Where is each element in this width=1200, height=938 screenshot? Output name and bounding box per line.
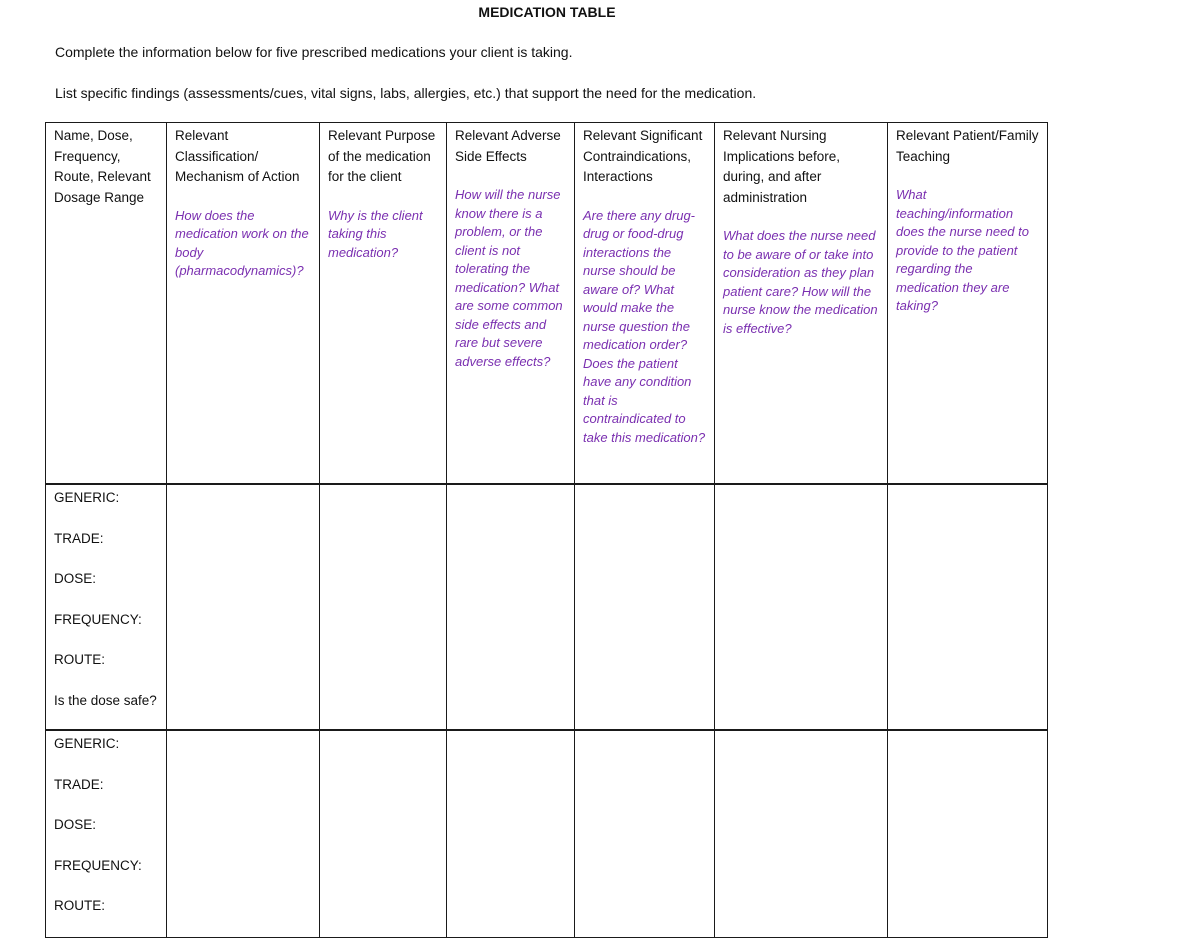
hint-text: Why is the client taking this medication? (328, 207, 423, 260)
column-header-contraindications: Relevant Significant Contraindications, Interactions Are there any drug-drug or food-drug interactions the nurse should be aware of? What would make the nurse question the medication order? Does the patient have any condition that is contraindicated to take this medication? (575, 123, 715, 485)
instruction-text: Complete the information below for five prescribed medications your client is taking. (55, 44, 573, 60)
purpose-cell[interactable] (320, 730, 447, 938)
hint-text: What teaching/information does the nurse need to provide to the patient regarding the medication they are taking? (896, 187, 1029, 313)
nursing-implications-cell[interactable] (715, 730, 888, 938)
header-row (46, 123, 1048, 485)
medication-table (45, 122, 1048, 938)
nursing-implications-cell[interactable] (715, 484, 888, 730)
medication-row-1 (46, 484, 1048, 730)
medication-identifier-cell[interactable]: GENERIC: TRADE: DOSE: FREQUENCY: ROUTE: Is the dose safe? (46, 484, 167, 730)
instruction-text: List specific findings (assessments/cues, vital signs, labs, allergies, etc.) that support the need for the medication. (55, 85, 757, 101)
patient-teaching-cell[interactable] (888, 484, 1048, 730)
column-header-purpose: Relevant Purpose of the medication for the client Why is the client taking this medication? (320, 123, 447, 485)
page-title: MEDICATION TABLE (478, 4, 616, 20)
hint-text: How does the medication work on the body (pharmacodynamics)? (175, 207, 309, 278)
adverse-effects-cell[interactable] (447, 730, 575, 938)
patient-teaching-cell[interactable] (888, 730, 1048, 938)
classification-cell[interactable] (167, 484, 320, 730)
column-header-patient-teaching: Relevant Patient/Family Teaching What teaching/information does the nurse need to provide to the patient regarding the medication they are taking? (888, 123, 1048, 485)
hint-text: How will the nurse know there is a problem, or the client is not tolerating the medication? What are some common side effects and rare but severe adverse effects? (455, 187, 563, 369)
hint-text: Are there any drug-drug or food-drug interactions the nurse should be aware of? What would make the nurse question the medication order? Does the patient have any condition that is contraindicated to take this medication? (583, 207, 706, 445)
medication-identifier-cell[interactable]: GENERIC: TRADE: DOSE: FREQUENCY: ROUTE: (46, 730, 167, 938)
purpose-cell[interactable] (320, 484, 447, 730)
column-header-classification: Relevant Classification/ Mechanism of Action How does the medication work on the body (pharmacodynamics)? (167, 123, 320, 485)
contraindications-cell[interactable] (575, 484, 715, 730)
column-header-adverse-effects: Relevant Adverse Side Effects How will the nurse know there is a problem, or the client is not tolerating the medication? What are some common side effects and rare but severe adverse effects? (447, 123, 575, 485)
adverse-effects-cell[interactable] (447, 484, 575, 730)
column-header-nursing-implications: Relevant Nursing Implications before, during, and after administration What does the nurse need to be aware of or take into consideration as they plan patient care? How will the nurse know the medication is effective? (715, 123, 888, 485)
hint-text: What does the nurse need to be aware of or take into consideration as they plan patient care? How will the nurse know the medication is effective? (723, 228, 878, 336)
column-header-name-dose: Name, Dose, Frequency, Route, Relevant Dosage Range (46, 123, 167, 485)
contraindications-cell[interactable] (575, 730, 715, 938)
classification-cell[interactable] (167, 730, 320, 938)
medication-row-2 (46, 730, 1048, 938)
